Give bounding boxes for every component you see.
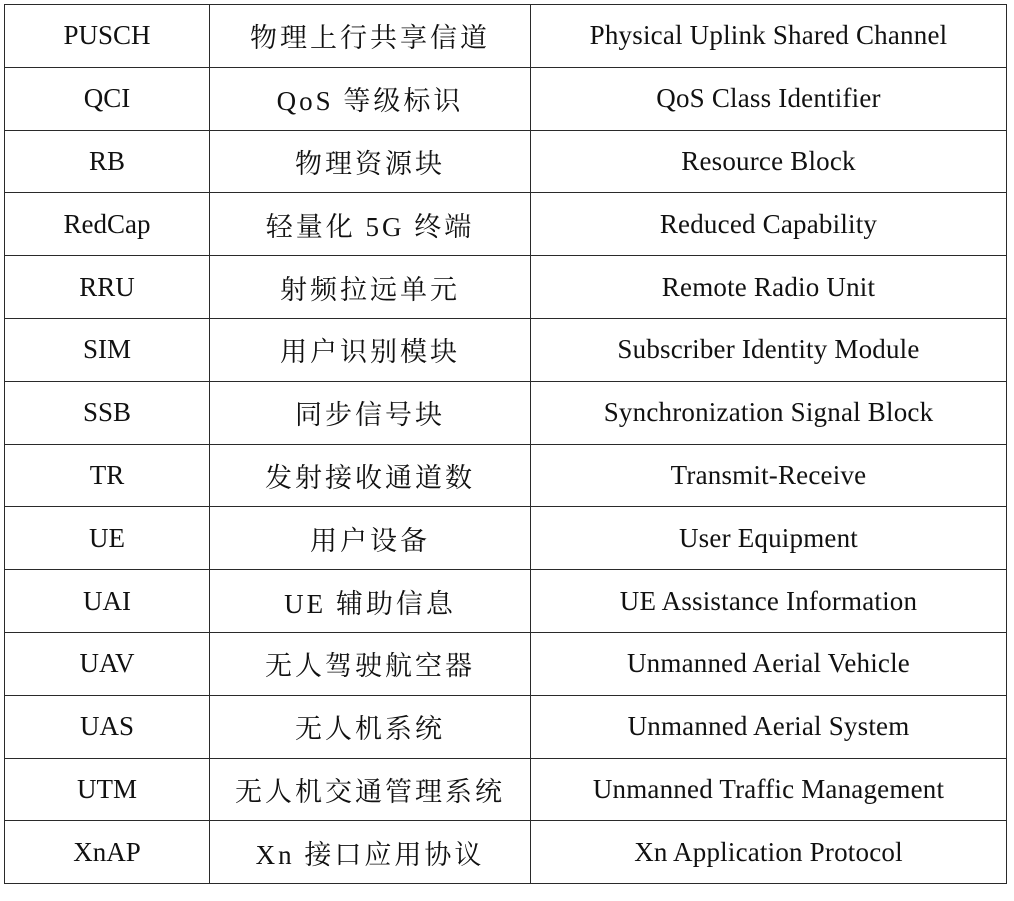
abbreviation-table: [4, 4, 1007, 884]
english-term-cell: Subscriber Identity Module: [531, 318, 1007, 381]
english-term-cell: Unmanned Aerial Vehicle: [531, 632, 1007, 695]
abbreviation-cell: UTM: [5, 758, 210, 821]
table-row: [5, 507, 1007, 570]
chinese-term-cell: 同步信号块: [210, 381, 531, 444]
abbreviation-cell: SSB: [5, 381, 210, 444]
chinese-term-cell: 轻量化 5G 终端: [210, 193, 531, 256]
abbreviation-cell: UAV: [5, 632, 210, 695]
english-term-cell: Xn Application Protocol: [531, 821, 1007, 884]
english-term-cell: UE Assistance Information: [531, 570, 1007, 633]
english-term-cell: Synchronization Signal Block: [531, 381, 1007, 444]
table-row: [5, 758, 1007, 821]
table-row: [5, 695, 1007, 758]
table-row: [5, 381, 1007, 444]
abbreviation-cell: PUSCH: [5, 5, 210, 68]
english-term-cell: QoS Class Identifier: [531, 67, 1007, 130]
table-row: [5, 821, 1007, 884]
table-row: [5, 570, 1007, 633]
abbreviation-cell: RB: [5, 130, 210, 193]
chinese-term-cell: 无人机系统: [210, 695, 531, 758]
chinese-term-cell: 无人驾驶航空器: [210, 632, 531, 695]
table-row: [5, 256, 1007, 319]
table-row: [5, 5, 1007, 68]
abbreviation-cell: QCI: [5, 67, 210, 130]
table-row: [5, 130, 1007, 193]
table-row: [5, 318, 1007, 381]
abbreviation-cell: RRU: [5, 256, 210, 319]
table-body: [5, 5, 1007, 884]
chinese-term-cell: 物理资源块: [210, 130, 531, 193]
chinese-term-cell: UE 辅助信息: [210, 570, 531, 633]
english-term-cell: Remote Radio Unit: [531, 256, 1007, 319]
chinese-term-cell: Xn 接口应用协议: [210, 821, 531, 884]
table-row: [5, 632, 1007, 695]
english-term-cell: Unmanned Traffic Management: [531, 758, 1007, 821]
abbreviation-cell: XnAP: [5, 821, 210, 884]
abbreviation-cell: TR: [5, 444, 210, 507]
english-term-cell: Unmanned Aerial System: [531, 695, 1007, 758]
chinese-term-cell: 用户识别模块: [210, 318, 531, 381]
chinese-term-cell: QoS 等级标识: [210, 67, 531, 130]
chinese-term-cell: 射频拉远单元: [210, 256, 531, 319]
english-term-cell: Resource Block: [531, 130, 1007, 193]
abbreviation-cell: RedCap: [5, 193, 210, 256]
english-term-cell: Reduced Capability: [531, 193, 1007, 256]
chinese-term-cell: 无人机交通管理系统: [210, 758, 531, 821]
chinese-term-cell: 物理上行共享信道: [210, 5, 531, 68]
english-term-cell: Transmit-Receive: [531, 444, 1007, 507]
abbreviation-cell: UE: [5, 507, 210, 570]
abbreviation-table-container: [4, 4, 1007, 884]
table-row: [5, 444, 1007, 507]
table-row: [5, 193, 1007, 256]
chinese-term-cell: 用户设备: [210, 507, 531, 570]
abbreviation-cell: UAI: [5, 570, 210, 633]
abbreviation-cell: SIM: [5, 318, 210, 381]
abbreviation-cell: UAS: [5, 695, 210, 758]
table-row: [5, 67, 1007, 130]
chinese-term-cell: 发射接收通道数: [210, 444, 531, 507]
english-term-cell: User Equipment: [531, 507, 1007, 570]
english-term-cell: Physical Uplink Shared Channel: [531, 5, 1007, 68]
